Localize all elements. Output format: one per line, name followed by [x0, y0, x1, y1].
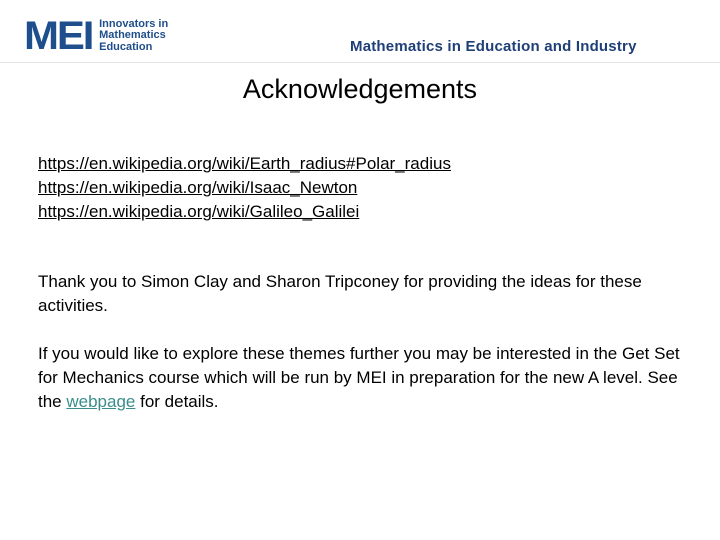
logo-tagline — [99, 19, 168, 54]
reference-links — [38, 152, 451, 224]
reference-link-isaac-newton[interactable]: https://en.wikipedia.org/wiki/Isaac_Newton — [38, 178, 358, 197]
explore-text-before: If you would like to explore these themes further you may be interested in the Get Set for Mechanics course which will be run by MEI in preparation for the new A level. See the — [38, 344, 680, 411]
brand-line: Mathematics in Education and Industry — [350, 38, 637, 55]
webpage-link[interactable]: webpage — [66, 392, 136, 411]
logo-tagline-line: Mathematics — [99, 29, 166, 42]
reference-link-earth-radius[interactable]: https://en.wikipedia.org/wiki/Earth_radius#Polar_radius — [38, 154, 451, 173]
header — [0, 0, 720, 70]
logo-mark: MEI — [24, 14, 93, 58]
explore-text-after: for details. — [135, 392, 219, 411]
header-divider — [0, 62, 720, 63]
page-title: Acknowledgements — [242, 74, 478, 104]
reference-link-galileo[interactable]: https://en.wikipedia.org/wiki/Galileo_Galilei — [38, 202, 360, 221]
mei-logo — [24, 14, 169, 58]
explore-paragraph — [38, 342, 688, 414]
logo-tagline-line: Education — [99, 40, 153, 53]
thanks-paragraph: Thank you to Simon Clay and Sharon Tripconey for providing the ideas for these activities. — [38, 272, 642, 315]
logo-tagline-line: Innovators in — [99, 17, 169, 30]
